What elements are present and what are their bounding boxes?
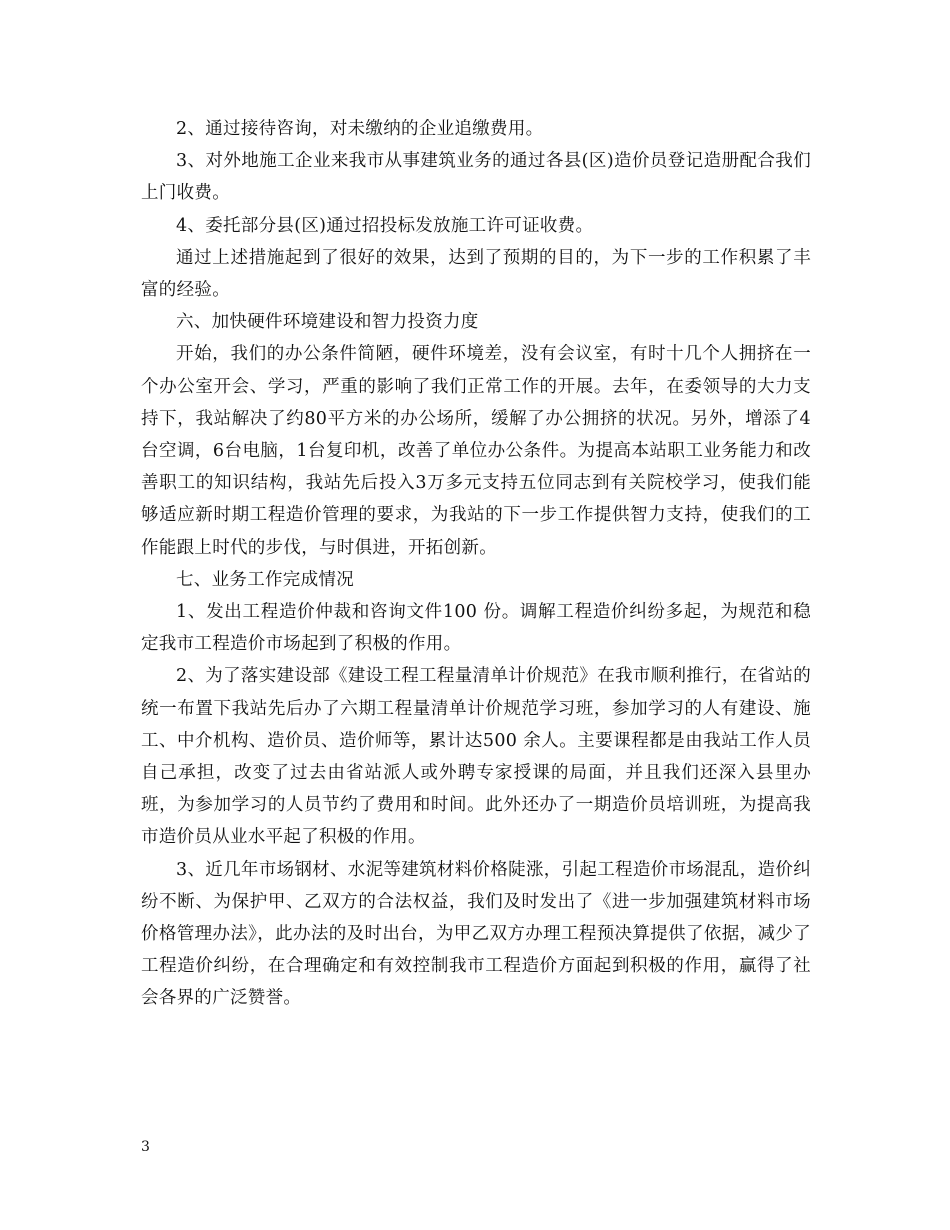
- document-body: [141, 113, 811, 1015]
- paragraph-8: 1、发出工程造价仲裁和咨询文件100 份。调解工程造价纠纷多起，为规范和稳定我市工程造价市场起到了积极的作用。: [141, 602, 811, 655]
- paragraph-3: 4、委托部分县(区)通过招投标发放施工许可证收费。: [176, 215, 594, 236]
- paragraph-4: 通过上述措施起到了很好的效果，达到了预期的目的，为下一步的工作积累了丰富的经验。: [141, 247, 811, 301]
- paragraph-1: 2、通过接待咨询，对未缴纳的企业追缴费用。: [176, 119, 544, 139]
- section-heading-7: 七、业务工作完成情况: [176, 569, 354, 590]
- paragraph-10: 3、近几年市场钢材、水泥等建筑材料价格陡涨，引起工程造价市场混乱，造价纠纷不断、为保护甲、乙双方的合法权益，我们及时发出了《进一步加强建筑材料市场价格管理办法》，此办法的及时出台，为甲乙双方办理工程预决算提供了依据，减少了工程造价纠纷，在合理确定和有效控制我市工程造价方面起到积极的作用，赢得了社会各界的广泛赞誉。: [141, 859, 811, 1009]
- paragraph-6: 开始，我们的办公条件简陋，硬件环境差，没有会议室，有时十几个人拥挤在一个办公室开会、学习，严重的影响了我们正常工作的开展。去年，在委领导的大力支持下，我站解决了约80平方米的办公场所，缓解了办公拥挤的状况。另外，增添了4台空调，6台电脑，1台复印机，改善了单位办公条件。为提高本站职工业务能力和改善职工的知识结构，我站先后投入3万多元支持五位同志到有关院校学习，使我们能够适应新时期工程造价管理的要求，为我站的下一步工作提供智力支持，使我们的工作能跟上时代的步伐，与时俱进，开拓创新。: [141, 344, 811, 558]
- paragraph-9: 2、为了落实建设部《建设工程工程量清单计价规范》在我市顺利推行，在省站的统一布置下我站先后办了六期工程量清单计价规范学习班，参加学习的人有建设、施工、中介机构、造价员、造价师等，累计达500 余人。主要课程都是由我站工作人员自己承担，改变了过去由省站派人或外聘专家授课的局面，并且我们还深入县里办班，为参加学习的人员节约了费用和时间。此外还办了一期造价员培训班，为提高我市造价员从业水平起了积极的作用。: [141, 666, 811, 848]
- paragraph-2: 3、对外地施工企业来我市从事建筑业务的通过各县(区)造价员登记造册配合我们上门收费。: [141, 151, 811, 204]
- page-number: 3: [141, 1139, 150, 1155]
- section-heading-6: 六、加快硬件环境建设和智力投资力度: [176, 312, 479, 333]
